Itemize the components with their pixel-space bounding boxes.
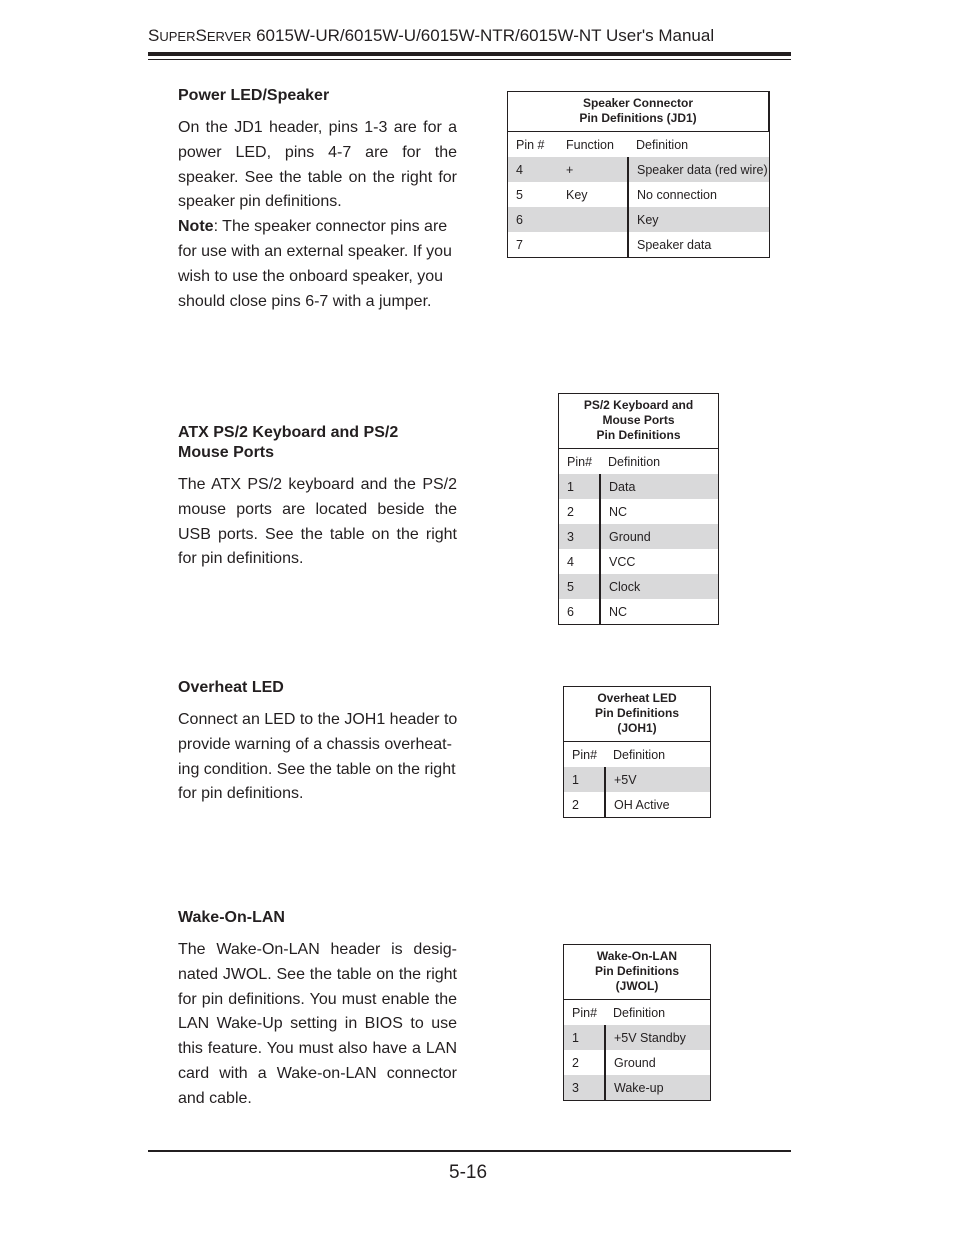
table-row xyxy=(564,792,711,818)
section-text-wol xyxy=(178,938,457,1112)
table-title xyxy=(564,687,711,742)
section-title-speaker: Power LED/Speaker xyxy=(178,87,330,104)
table-row xyxy=(564,1050,711,1075)
table-row xyxy=(559,524,719,549)
speaker-pin-table xyxy=(507,91,770,258)
table-row xyxy=(559,549,719,574)
section-title-ps2 xyxy=(178,423,398,463)
column-header: Definition xyxy=(613,747,666,762)
table-cell: 1 xyxy=(559,474,601,499)
table-cell: Clock xyxy=(600,574,719,599)
column-header: Function xyxy=(566,137,614,152)
table-cell: 3 xyxy=(564,1075,606,1101)
table-cell: 1 xyxy=(564,767,606,792)
table-cell: 3 xyxy=(559,524,601,549)
table-cell: 5 xyxy=(516,187,523,202)
table-row xyxy=(559,474,719,499)
overheat-paragraph: Connect an LED to the JOH1 header to provide warning of a chassis overheat-ing condition. See the table on the right for pin definitions. xyxy=(178,711,458,803)
table-row xyxy=(559,574,719,599)
section-title-overheat: Overheat LED xyxy=(178,679,284,696)
column-header: Pin# xyxy=(572,747,598,762)
table-cell: Wake-up xyxy=(605,1075,711,1101)
table-cell: Key xyxy=(566,187,588,202)
table-cell: 6 xyxy=(508,207,559,232)
table-cell: NC xyxy=(600,599,719,625)
table-row xyxy=(564,1075,711,1101)
table-cell: VCC xyxy=(600,549,719,574)
title-line: ATX PS/2 Keyboard and PS/2 xyxy=(178,424,399,441)
overheat-pin-table xyxy=(563,686,711,818)
table-row xyxy=(564,767,711,792)
speaker-note xyxy=(178,215,457,314)
table-cell xyxy=(558,232,628,258)
column-header: Pin# xyxy=(567,454,593,469)
column-header: Definition xyxy=(608,454,661,469)
section-title-wol: Wake-On-LAN xyxy=(178,909,285,926)
wol-paragraph: The Wake-On-LAN header is desig-nated JWOL. See the table on the right for pin definitions. You must enable the LAN Wake-Up setting in BIOS to use this feature. You must also have a LAN card with a Wake-on-LAN connector and cable. xyxy=(178,941,457,1107)
table-cell: NC xyxy=(600,499,719,524)
table-cell: Ground xyxy=(600,524,719,549)
table-title-line: Speaker Connector xyxy=(582,96,694,110)
table-cell: Speaker data xyxy=(628,232,769,258)
ps2-paragraph: The ATX PS/2 keyboard and the PS/2 mouse ports are located beside the USB ports. See the table on the right for pin definitions. xyxy=(178,476,457,568)
table-title-line: Pin Definitions (JD1) xyxy=(579,111,697,125)
note-text: : The speaker connector pins are for use with an external speaker. If you wish to use the onboard speaker, you should close pins 6-7 with a jumper. xyxy=(178,218,452,310)
header-title-part: UPER xyxy=(159,29,196,44)
table-title-line: Pin Definitions xyxy=(596,428,681,442)
table-cell: Speaker data (red wire) xyxy=(628,157,769,182)
table-row xyxy=(508,207,770,232)
header-title-part: S xyxy=(148,26,160,45)
header-title-part: S xyxy=(195,26,207,45)
table-cell: 6 xyxy=(567,604,574,619)
table-title-line: Overheat LED xyxy=(597,691,677,705)
table-cell: +5V xyxy=(605,767,711,792)
table-cell: 2 xyxy=(572,1055,579,1070)
section-text-ps2 xyxy=(178,473,457,572)
page-number: 5-16 xyxy=(449,1162,488,1183)
table-cell: 5 xyxy=(559,574,601,599)
table-row xyxy=(559,599,719,625)
table-title-line: PS/2 Keyboard and xyxy=(583,398,694,412)
table-row xyxy=(508,157,770,182)
table-row xyxy=(508,182,770,207)
wol-pin-table xyxy=(563,944,711,1101)
table-cell: Ground xyxy=(605,1050,711,1075)
table-cell: Key xyxy=(628,207,769,232)
column-header: Definition xyxy=(636,137,689,152)
column-header: Pin # xyxy=(516,137,545,152)
table-row xyxy=(559,499,719,524)
table-cell: 2 xyxy=(572,797,579,812)
speaker-paragraph: On the JD1 header, pins 1-3 are for a power LED, pins 4-7 are for the speaker. See the table on the right for speaker pin definitions. xyxy=(178,119,457,211)
manual-header-title xyxy=(148,26,714,46)
table-title-line: Wake-On-LAN xyxy=(596,949,678,963)
table-title-line: Pin Definitions xyxy=(595,964,679,978)
table-cell xyxy=(558,207,628,232)
table-title-line: (JOH1) xyxy=(617,721,657,735)
section-text-overheat xyxy=(178,708,468,807)
header-rule-thin xyxy=(148,59,791,60)
table-cell: 4 xyxy=(567,554,574,569)
ps2-pin-table xyxy=(558,393,719,625)
table-cell: +5V Standby xyxy=(605,1025,711,1050)
table-cell: No connection xyxy=(628,182,769,207)
table-cell: 4 xyxy=(508,157,559,182)
header-title-part: 6015W-UR/6015W-U/6015W-NTR/6015W-NT User's Manual xyxy=(251,26,715,45)
header-rule-thick xyxy=(148,52,791,56)
footer-rule xyxy=(148,1150,791,1152)
table-title-line: Mouse Ports xyxy=(602,413,675,427)
column-header: Pin# xyxy=(572,1005,598,1020)
column-header: Definition xyxy=(613,1005,666,1020)
table-cell: OH Active xyxy=(605,792,711,818)
header-title-part: ERVER xyxy=(206,29,252,44)
table-title-line: (JWOL) xyxy=(615,979,659,993)
section-text-speaker xyxy=(178,116,457,314)
table-cell: 1 xyxy=(564,1025,606,1050)
table-row xyxy=(508,232,770,258)
table-title xyxy=(508,92,770,132)
table-cell: 2 xyxy=(567,504,574,519)
table-cell: 7 xyxy=(516,237,523,252)
table-cell: Data xyxy=(600,474,719,499)
table-title xyxy=(564,945,711,1000)
table-title-line: Pin Definitions xyxy=(595,706,679,720)
note-label: Note xyxy=(178,218,214,236)
title-line: Mouse Ports xyxy=(178,444,275,461)
table-title xyxy=(559,394,719,449)
table-row xyxy=(564,1025,711,1050)
table-cell: + xyxy=(558,157,628,182)
